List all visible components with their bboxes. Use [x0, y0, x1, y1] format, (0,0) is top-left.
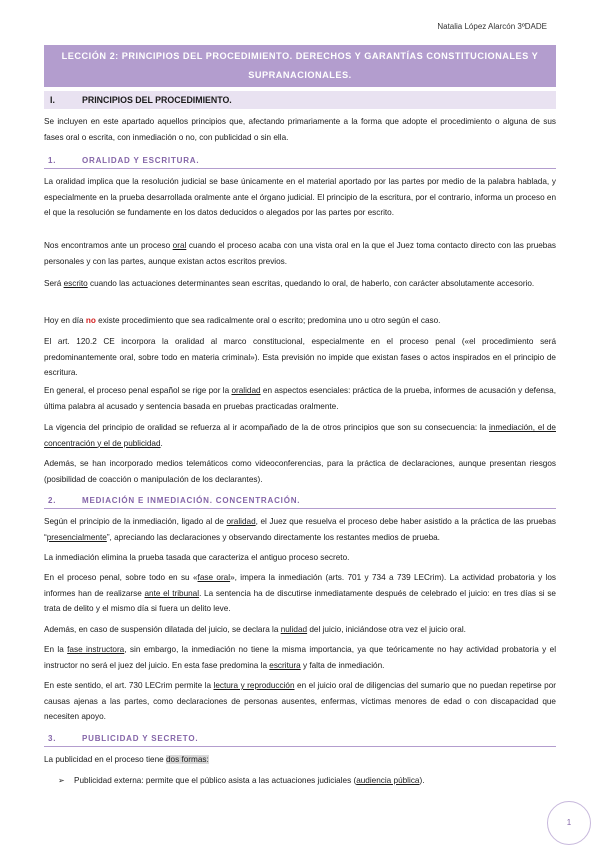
section-title: PRINCIPIOS DEL PROCEDIMIENTO.	[82, 95, 232, 105]
subsection-number: 3.	[48, 734, 57, 743]
paragraph-nulidad: Además, en caso de suspensión dilatada del juicio, se declara la nulidad del juicio, iniciándose otra vez el juicio oral.	[44, 625, 466, 634]
paragraph-hoy-en-dia: Hoy en día no existe procedimiento que sea radicalmente oral o escrito; predomina uno u otro según el caso.	[44, 316, 441, 325]
subsection-heading-publicidad	[44, 732, 556, 747]
subsection-title: ORALIDAD Y ESCRITURA.	[82, 156, 200, 165]
section-heading	[44, 91, 556, 109]
paragraph-art-120: El art. 120.2 CE incorpora la oralidad al marco constitucional, especialmente en el proceso penal («el procedimiento será predominantemente oral, sobre todo en materia criminal»). Esta previsión no impide que existan fases o actos inspirados en el principio de escritura.	[44, 337, 556, 377]
lesson-title-line-2: SUPRANACIONALES.	[248, 70, 352, 80]
lesson-title	[44, 45, 556, 87]
paragraph-proceso-oral: Nos encontramos ante un proceso oral cuando el proceso acaba con una vista oral en la que el Juez toma contacto directo con las pruebas personales y con las partes, aunque existan actos escritos previos.	[44, 241, 557, 266]
paragraph-vigencia-oralidad: La vigencia del principio de oralidad se refuerza al ir acompañado de la de otros principios que son su consecuencia: la inmediación, el de concentración y el de publicidad.	[44, 423, 556, 448]
paragraph-publicidad-formas: La publicidad en el proceso tiene dos formas:	[44, 755, 209, 764]
paragraph-prueba-tasada: La inmediación elimina la prueba tasada que caracteriza el antiguo proceso secreto.	[44, 553, 350, 562]
paragraph-principio-inmediacion: Según el principio de la inmediación, ligado al de oralidad, el Juez que resuelva el proceso debe haber asistido a la práctica de las pruebas “presencialmente”, apreciando las declaraciones y observando directamente los restantes medios de prueba.	[44, 517, 556, 542]
page-number: 1	[547, 801, 591, 845]
paragraph-fase-instructora: En la fase instructora, sin embargo, la inmediación no tiene la misma importancia, ya que teóricamente no hay actividad probatoria y el instructor no será el juez del juicio. En esta fase predomina la escritura y falta de inmediación.	[44, 645, 557, 670]
subsection-heading-inmediacion	[44, 494, 556, 509]
paragraph-proceso-penal-oralidad: En general, el proceso penal español se rige por la oralidad en aspectos esenciales: práctica de la prueba, informes de acusación y defensa, última palabra al acusado y sentencia basada en pruebas practicadas oralmente.	[44, 386, 556, 411]
arrow-bullet-icon: ➢	[58, 776, 65, 785]
paragraph-medios-telematicos: Además, se han incorporado medios telemáticos como videoconferencias, para la práctica de declaraciones, aunque presentan riesgos (posibilidad de coacción o manipulación de los declarantes).	[44, 459, 556, 484]
subsection-heading-oralidad	[44, 154, 556, 169]
paragraph-proceso-penal-inmediacion: En el proceso penal, sobre todo en su «fase oral», impera la inmediación (arts. 701 y 734 a 739 LECrim). La actividad probatoria y los informes han de realizarse ante el tribunal. La sentencia ha de discutirse inmediatamente después de celebrado el juicio: en tres días si se trata de delito y el mismo día si fuera un delito leve.	[44, 573, 557, 613]
bullet-text: Publicidad externa: permite que el público asista a las actuaciones judiciales (audiencia pública).	[74, 776, 425, 785]
section-number: I.	[50, 95, 55, 105]
intro-paragraph: Se incluyen en este apartado aquellos principios que, afectando primariamente a la forma que adopte el procedimiento o alguna de sus fases oral o escrita, con inmediación o no, con publicidad o sin ella.	[44, 117, 556, 142]
lesson-title-line-1: LECCIÓN 2: PRINCIPIOS DEL PROCEDIMIENTO. DERECHOS Y GARANTÍAS CONSTITUCIONALES Y	[61, 51, 539, 61]
subsection-number: 2.	[48, 496, 57, 505]
subsection-title: PUBLICIDAD Y SECRETO.	[82, 734, 199, 743]
subsection-number: 1.	[48, 156, 57, 165]
paragraph-proceso-escrito: Será escrito cuando las actuaciones determinantes sean escritas, quedando lo oral, de haberlo, con carácter absolutamente accesorio.	[44, 279, 535, 288]
subsection-title: MEDIACIÓN E INMEDIACIÓN. CONCENTRACIÓN.	[82, 496, 301, 505]
header-author: Natalia López Alarcón 3ºDADE	[437, 22, 547, 31]
paragraph-art-730: En este sentido, el art. 730 LECrim permite la lectura y reproducción en el juicio oral de diligencias del sumario que no puedan repetirse por causas ajenas a las partes, como declaraciones de personas ausentes, enfermas, víctimas menores de edad o con discapacidad que necesiten apoyo.	[44, 681, 556, 721]
paragraph-oralidad-definicion: La oralidad implica que la resolución judicial se base únicamente en el material aportado por las partes por medio de la palabra hablada, y especialmente en la prueba desarrollada oralmente ante el órgano judicial. El principio de la escritura, por el contrario, informa un proceso en el que la resolución se fundamente en los datos deducidos o alegados por las partes por escrito.	[44, 177, 557, 217]
